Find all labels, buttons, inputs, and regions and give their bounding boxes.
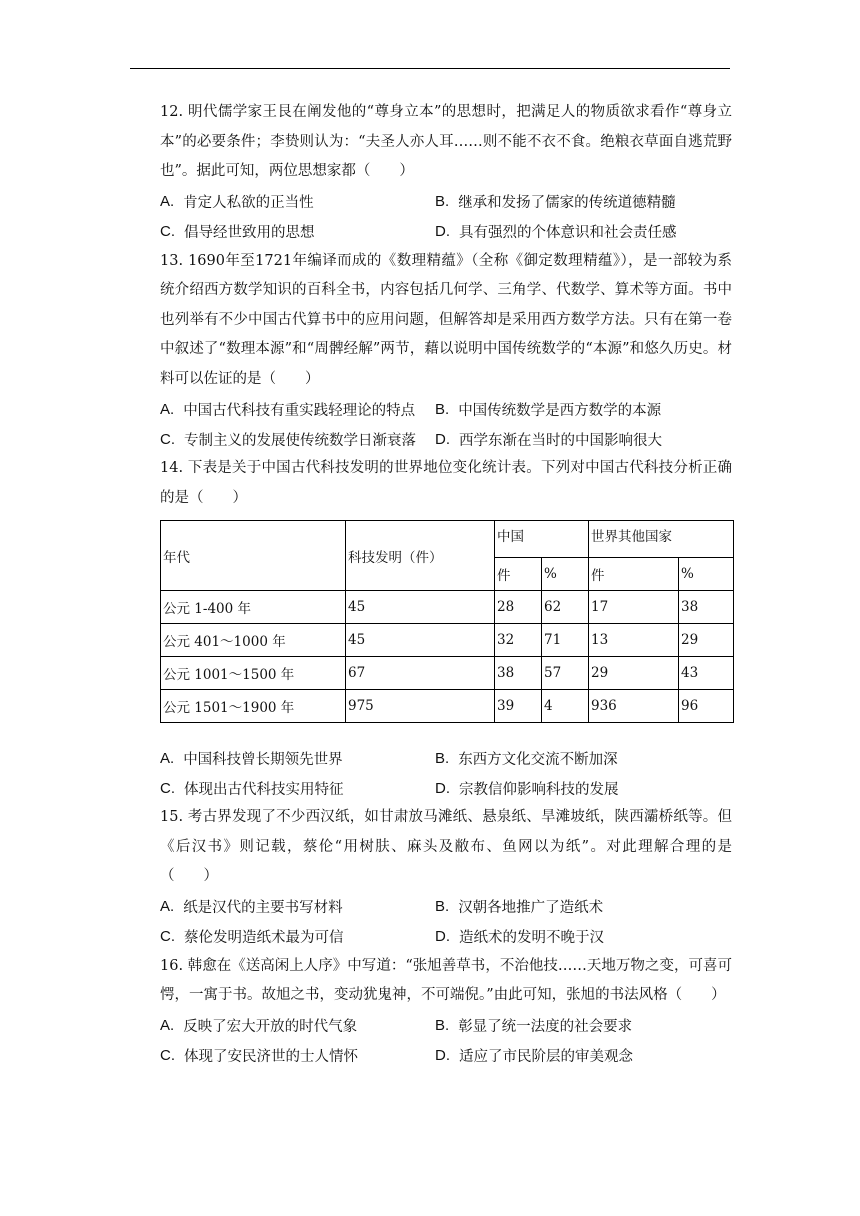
cell-china-count: 28 [495, 591, 542, 624]
option-b[interactable]: B. 彰显了统一法度的社会要求 [435, 1017, 633, 1035]
table-row [161, 690, 734, 723]
options [160, 892, 732, 952]
option-c[interactable]: C. 体现出古代科技实用特征 [160, 779, 344, 798]
cell-china-pct: 4 [542, 690, 589, 723]
cell-others-pct: 43 [679, 657, 734, 690]
cell-others-pct: 38 [679, 591, 734, 624]
option-d[interactable]: D. 具有强烈的个体意识和社会责任感 [435, 223, 677, 241]
header-china-count: 件 [495, 558, 542, 591]
option-b[interactable]: B. 东西方文化交流不断加深 [435, 749, 618, 768]
option-a[interactable]: A. 肯定人私欲的正当性 [160, 193, 314, 211]
cell-inventions: 45 [346, 624, 495, 657]
cell-others-pct: 29 [679, 624, 734, 657]
question-stem: 12. 明代儒学家王艮在阐发他的“尊身立本”的思想时，把满足人的物质欲求看作“尊身立本”的必要条件；李贽则认为：“夫圣人亦人耳……则不能不衣不食。绝粮衣草面自逃荒野也”。据此可知，两位思想家都（ ） [160, 104, 732, 179]
cell-era: 公元 1501～1900 年 [161, 690, 346, 723]
statistics-table [160, 520, 734, 723]
header-china-pct: % [542, 558, 589, 591]
cell-era: 公元 1001～1500 年 [161, 657, 346, 690]
question-15 [160, 803, 732, 952]
option-a[interactable]: A. 反映了宏大开放的时代气象 [160, 1017, 358, 1035]
option-b[interactable]: B. 中国传统数学是西方数学的本源 [435, 400, 662, 419]
question-stem: 16. 韩愈在《送高闲上人序》中写道：“张旭善草书，不治他技……天地万物之变，可喜可愕，一寓于书。故旭之书，变动犹鬼神，不可端倪。”由此可知，张旭的书法风格（ ） [160, 957, 732, 1003]
exam-content [160, 98, 732, 1071]
option-a[interactable]: A. 中国科技曾长期领先世界 [160, 749, 343, 768]
cell-china-pct: 62 [542, 591, 589, 624]
question-16 [160, 952, 732, 1071]
cell-others-pct: 96 [679, 690, 734, 723]
option-b[interactable]: B. 继承和发扬了儒家的传统道德精髓 [435, 193, 676, 211]
option-d[interactable]: D. 宗教信仰影响科技的发展 [435, 779, 619, 798]
cell-others-count: 17 [589, 591, 679, 624]
option-b[interactable]: B. 汉朝各地推广了造纸术 [435, 898, 604, 916]
cell-others-count: 13 [589, 624, 679, 657]
option-a[interactable]: A. 纸是汉代的主要书写材料 [160, 898, 343, 916]
header-others: 世界其他国家 [589, 521, 734, 558]
option-d[interactable]: D. 西学东渐在当时的中国影响很大 [435, 430, 662, 449]
cell-era: 公元 401～1000 年 [161, 624, 346, 657]
cell-china-count: 32 [495, 624, 542, 657]
cell-china-pct: 57 [542, 657, 589, 690]
cell-others-count: 936 [589, 690, 679, 723]
cell-china-count: 39 [495, 690, 542, 723]
option-d[interactable]: D. 造纸术的发明不晚于汉 [435, 928, 604, 946]
cell-china-pct: 71 [542, 624, 589, 657]
option-c[interactable]: C. 专制主义的发展使传统数学日渐衰落 [160, 430, 416, 449]
question-13 [160, 247, 732, 455]
cell-inventions: 67 [346, 657, 495, 690]
question-stem: 14. 下表是关于中国古代科技发明的世界地位变化统计表。下列对中国古代科技分析正确的是（ ） [160, 460, 732, 506]
header-inventions: 科技发明（件） [346, 521, 495, 591]
cell-era: 公元 1-400 年 [161, 591, 346, 624]
option-a[interactable]: A. 中国古代科技有重实践轻理论的特点 [160, 400, 416, 419]
question-stem: 15. 考古界发现了不少西汉纸，如甘肃放马滩纸、悬泉纸、旱滩坡纸，陕西灞桥纸等。但《后汉书》则记载，蔡伦“用树肤、麻头及敝布、鱼网以为纸”。对此理解合理的是（ ） [160, 809, 732, 884]
cell-inventions: 975 [346, 690, 495, 723]
cell-china-count: 38 [495, 657, 542, 690]
option-c[interactable]: C. 倡导经世致用的思想 [160, 223, 315, 241]
header-china: 中国 [495, 521, 589, 558]
table-row [161, 591, 734, 624]
options [160, 743, 732, 803]
option-d[interactable]: D. 适应了市民阶层的审美观念 [435, 1047, 633, 1065]
question-stem: 13. 1690年至1721年编译而成的《数理精蕴》（全称《御定数理精蕴》），是一部较为系统介绍西方数学知识的百科全书，内容包括几何学、三角学、代数学、算术等方面。书中也列举有不少中国古代算书中的应用问题，但解答却是采用西方数学方法。只有在第一卷中叙述了“数理本源”和“周髀经解”两节，藉以说明中国传统数学的“本源”和悠久历史。材料可以佐证的是（ ） [160, 252, 732, 387]
header-rule [130, 68, 730, 69]
cell-inventions: 45 [346, 591, 495, 624]
options [160, 1011, 732, 1071]
cell-others-count: 29 [589, 657, 679, 690]
option-c[interactable]: C. 蔡伦发明造纸术最为可信 [160, 928, 344, 946]
question-14 [160, 454, 732, 803]
table-header-row [161, 521, 734, 558]
header-era: 年代 [161, 521, 346, 591]
header-others-count: 件 [589, 558, 679, 591]
table-row [161, 624, 734, 657]
options [160, 187, 732, 247]
table-row [161, 657, 734, 690]
header-others-pct: % [679, 558, 734, 591]
options [160, 394, 732, 454]
option-c[interactable]: C. 体现了安民济世的士人情怀 [160, 1047, 358, 1065]
question-12 [160, 98, 732, 247]
